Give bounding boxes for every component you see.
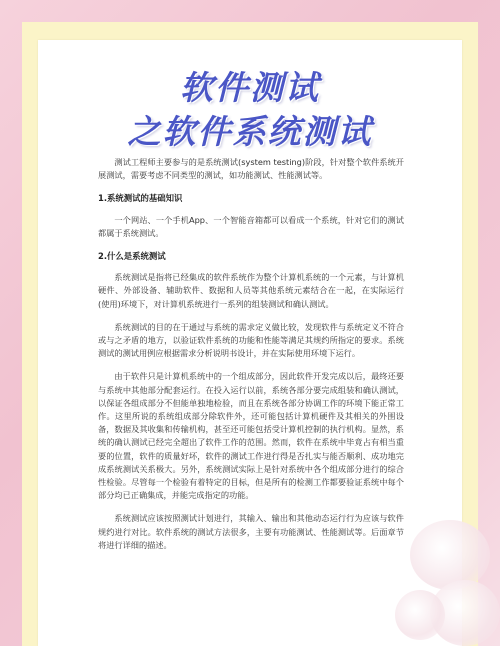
section-1-heading: 1.系统测试的基础知识 [98,193,183,204]
title-line-2: 之软件系统测试 [127,112,373,151]
section-2-paragraph: 系统测试的目的在于通过与系统的需求定义做比较，发现软件与系统定义不符合或与之矛盾的地方，以验证软件系统的功能和性能等满足其规约所指定的要求。系统测试的测试用例应根据需求分析说明书设计，并在实际使用环境下运行。 [98,321,404,359]
section-2-heading: 2.什么是系统测试 [98,251,166,262]
section-2-paragraph: 系统测试是指将已经集成的软件系统作为整个计算机系统的一个元素，与计算机硬件、外部设备、辅助软件、数据和人员等其他系统元素结合在一起，在实际运行(使用)环境下，对计算机系统进行一系列的组装测试和确认测试。 [98,272,404,309]
section-1-paragraph: 一个网站、一个手机App、一个智能音箱都可以看成一个系统，针对它们的测试都属于系统测试。 [98,214,404,238]
section-2-paragraph: 系统测试应该按照测试计划进行，其输入、输出和其他动态运行行为应该与软件规约进行对比。软件系统的测试方法很多，主要有功能测试、性能测试等。后面章节将进行详细的描述。 [98,513,404,550]
section-2-paragraph: 由于软件只是计算机系统中的一个组成部分，因此软件开发完成以后，最终还要与系统中其他部分配套运行。在投入运行以前，系统各部分要完成组装和确认测试，以保证各组成部分不但能单独地检验，而且在系统各部分协调工作的环境下能正常工作。这里所说的系统组成部分除软件外，还可能包括计算机硬件及其相关的外围设备，数据及其收集和传输机构，甚至还可能包括受计算机控制的执行机构。显然，系统的确认测试已经完全超出了软件工作的范围。然而，软件在系统中毕竟占有相当重要的位置，软件的质量好坏，软件的测试工作进行得是否扎实与能否顺利、成功地完成系统测试关系极大。另外，系统测试实际上是针对系统中各个组成部分进行的综合性检验。尽管每一个检验有着特定的目标，但是所有的检测工作都要验证系统中每个部分均已正确集成，并能完成指定的功能。 [98,371,404,501]
intro-paragraph: 测试工程师主要参与的是系统测试(system testing)阶段，针对整个软件系统开展测试，需要考虑不同类型的测试，如功能测试、性能测试等。 [98,157,404,181]
document-page [38,40,462,646]
title-line-1: 软件测试 [180,68,320,107]
flower-petal-decoration [410,520,490,590]
flower-petal-decoration [395,590,445,640]
document-body [98,156,404,562]
